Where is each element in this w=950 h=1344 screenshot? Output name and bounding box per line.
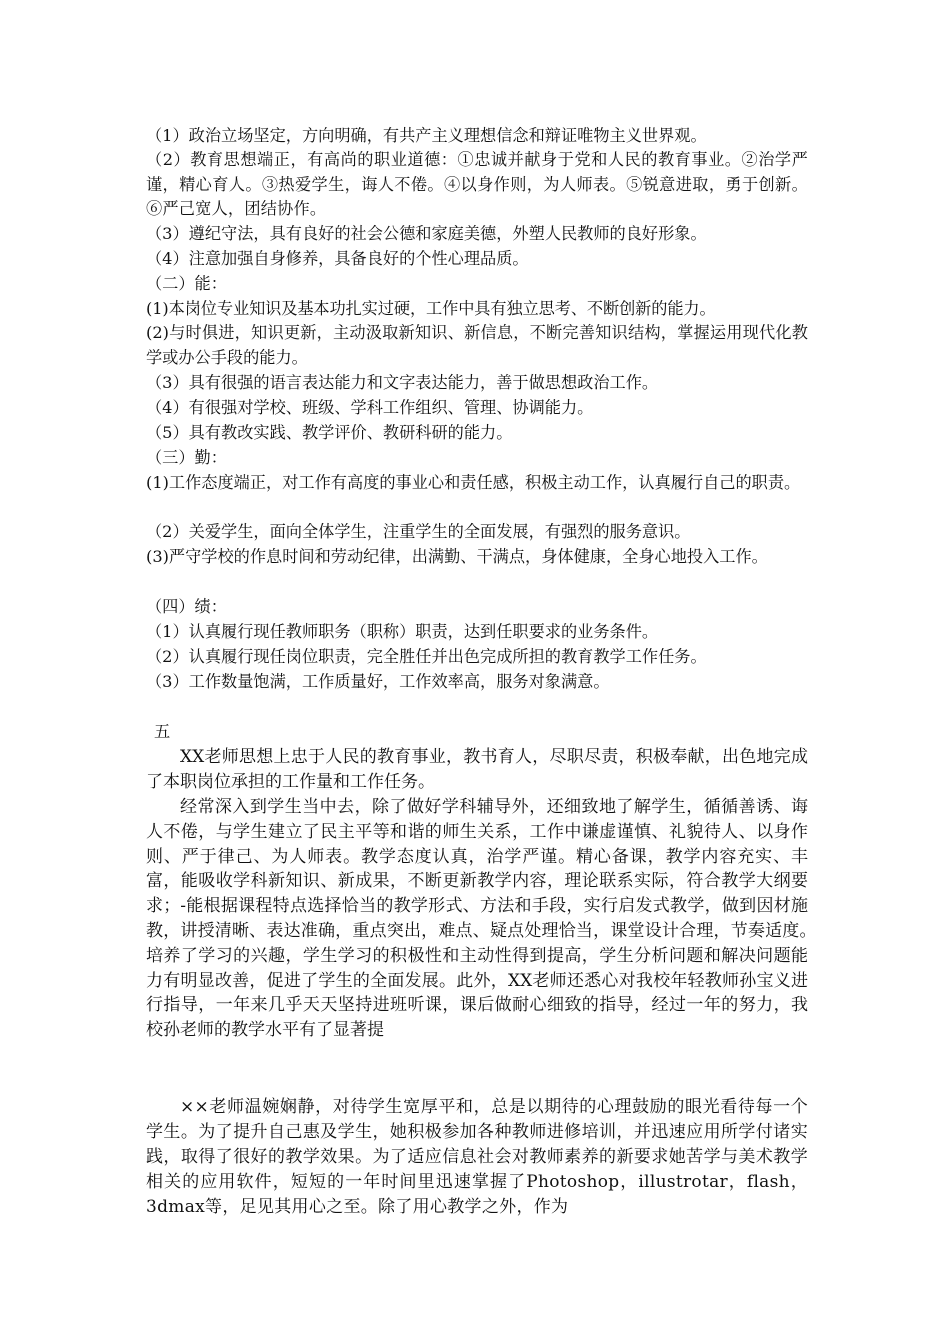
five-paragraph-1: XX老师思想上忠于人民的教育事业，教书育人，尽职尽责，积极奉献，出色地完成了本职岗位承担的工作量和工作任务。 bbox=[146, 747, 808, 792]
de-item-2: （2）教育思想端正，有高尚的职业道德：①忠诚并献身于党和人民的教育事业。②治学严谨，精心育人。③热爱学生，诲人不倦。④以身作则，为人师表。⑤锐意进取，勇于创新。⑥严己宽人，团结协作。 bbox=[146, 150, 808, 219]
ji-item-3: （3）工作数量饱满，工作质量好，工作效率高，服务对象满意。 bbox=[146, 672, 610, 691]
de-item-1: （1）政治立场坚定，方向明确，有共产主义理想信念和辩证唯物主义世界观。 bbox=[146, 126, 707, 145]
qin-item-1: (1)工作态度端正，对工作有高度的事业心和责任感，积极主动工作，认真履行自己的职责。 bbox=[146, 473, 801, 492]
section-heading-neng: （二）能： bbox=[146, 274, 227, 293]
section-heading-qin: （三）勤： bbox=[146, 448, 227, 467]
six-paragraph-1: ××老师温婉娴静，对待学生宽厚平和，总是以期待的心理鼓励的眼光看待每一个学生。为了提升自己惠及学生，她积极参加各种教师进修培训，并迅速应用所学付诸实践，取得了很好的教学效果。为了适应信息社会对教师素养的新要求她苦学与美术教学相关的应用软件，短短的一年时间里迅速掌握了Photoshop，illustrotar，flash，3dmax等，足见其用心之至。除了用心教学之外，作为 bbox=[146, 1097, 808, 1217]
neng-item-3: （3）具有很强的语言表达能力和文字表达能力，善于做思想政治工作。 bbox=[146, 373, 659, 392]
neng-item-4: （4）有很强对学校、班级、学科工作组织、管理、协调能力。 bbox=[146, 398, 594, 417]
section-heading-five: 五 bbox=[154, 722, 171, 741]
neng-item-2: (2)与时俱进，知识更新，主动汲取新知识、新信息，不断完善知识结构，掌握运用现代化教学或办公手段的能力。 bbox=[146, 323, 808, 367]
qin-item-2: （2）关爱学生，面向全体学生，注重学生的全面发展，有强烈的服务意识。 bbox=[146, 522, 691, 541]
section-heading-ji: （四）绩： bbox=[146, 597, 227, 616]
neng-item-1: (1)本岗位专业知识及基本功扎实过硬，工作中具有独立思考、不断创新的能力。 bbox=[146, 299, 716, 318]
qin-item-3: (3)严守学校的作息时间和劳动纪律，出满勤、干满点，身体健康，全身心地投入工作。 bbox=[146, 547, 768, 566]
ji-item-2: （2）认真履行现任岗位职责，完全胜任并出色完成所担的教育教学工作任务。 bbox=[146, 647, 707, 666]
neng-item-5: （5）具有教改实践、教学评价、教研科研的能力。 bbox=[146, 423, 513, 442]
de-item-3: （3）遵纪守法，具有良好的社会公德和家庭美德，外塑人民教师的良好形象。 bbox=[146, 224, 707, 243]
ji-item-1: （1）认真履行现任教师职务（职称）职责，达到任职要求的业务条件。 bbox=[146, 622, 659, 641]
de-item-4: （4）注意加强自身修养，具备良好的个性心理品质。 bbox=[146, 249, 529, 268]
five-paragraph-2: 经常深入到学生当中去，除了做好学科辅导外，还细致地了解学生，循循善诱、诲人不倦，与学生建立了民主平等和谐的师生关系，工作中谦虚谨慎、礼貌待人、以身作则、严于律己、为人师表。教学态度认真，治学严谨。精心备课，教学内容充实、丰富，能吸收学科新知识、新成果，不断更新教学内容，理论联系实际，符合教学大纲要求；-能根据课程特点选择恰当的教学形式、方法和手段，实行启发式教学，做到因材施教，讲授清晰、表达准确，重点突出，难点、疑点处理恰当，课堂设计合理，节奏适度。 培养了学习的兴趣，学生学习的积极性和主动性得到提高，学生分析问题和解决问题能力有明显改善，促进了学生的全面发展。此外，XX老师还悉心对我校年轻教师孙宝义进行指导，一年来几乎天天坚持进班听课，课后做耐心细致的指导，经过一年的努力，我校孙老师的教学水平有了显著提 bbox=[146, 797, 825, 1041]
